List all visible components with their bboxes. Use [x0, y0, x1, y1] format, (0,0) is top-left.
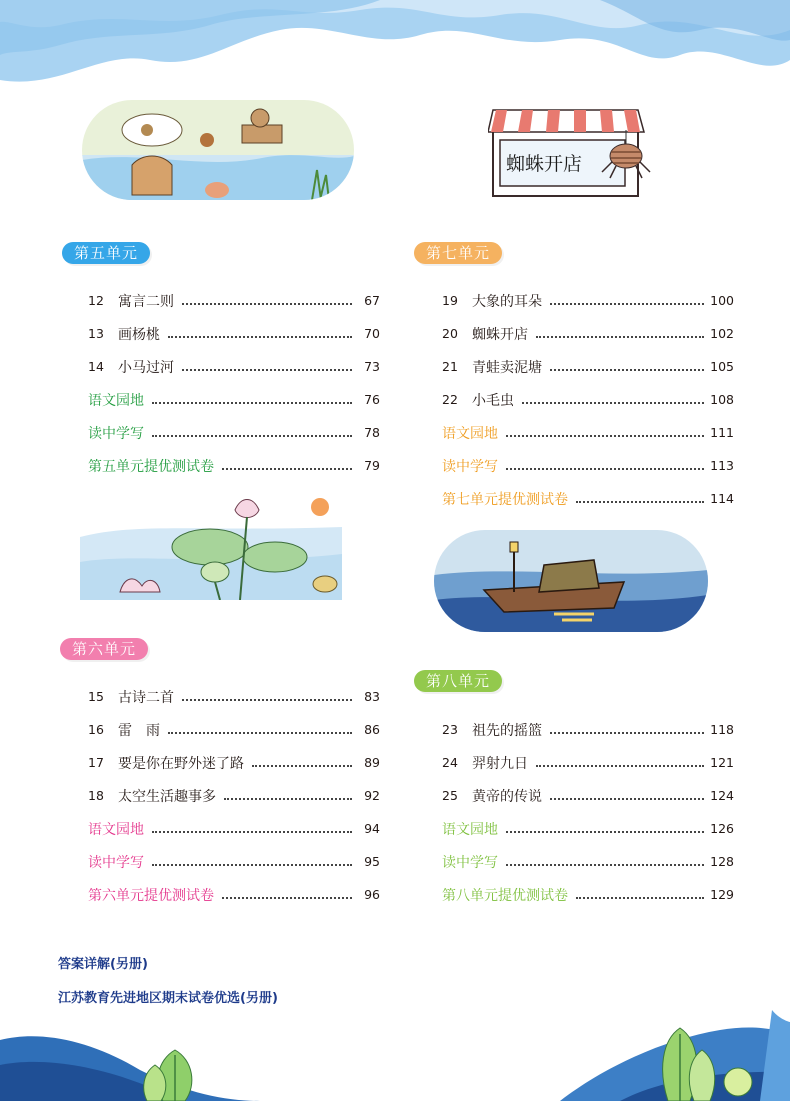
lesson-title: 语文园地 — [442, 821, 498, 838]
toc-entry[interactable] — [88, 812, 380, 845]
page-number: 100 — [710, 293, 734, 308]
lesson-title: 语文园地 — [88, 392, 144, 409]
page-number: 126 — [710, 821, 734, 836]
lesson-number: 17 — [88, 755, 104, 770]
lesson-title: 黄帝的传说 — [472, 788, 542, 805]
page-number: 86 — [364, 722, 380, 737]
toc-entry[interactable] — [88, 350, 380, 383]
lesson-title: 第五单元提优测试卷 — [88, 458, 214, 475]
toc-entry[interactable] — [442, 713, 734, 746]
lesson-title: 语文园地 — [442, 425, 498, 442]
toc-entry[interactable] — [442, 284, 734, 317]
toc-entry[interactable] — [442, 482, 734, 515]
dot-leader — [168, 732, 352, 734]
toc-entry[interactable] — [442, 383, 734, 416]
lesson-title: 读中学写 — [442, 854, 498, 871]
lesson-number: 25 — [442, 788, 458, 803]
dot-leader — [550, 732, 704, 734]
lesson-title: 读中学写 — [88, 425, 144, 442]
dot-leader — [506, 831, 704, 833]
page-number: 94 — [364, 821, 380, 836]
page-number: 124 — [710, 788, 734, 803]
lesson-title: 读中学写 — [88, 854, 144, 871]
lesson-number: 21 — [442, 359, 458, 374]
lesson-title: 羿射九日 — [472, 755, 528, 772]
dot-leader — [182, 303, 352, 305]
spider-shop-illustration — [488, 100, 658, 200]
dot-leader — [522, 402, 704, 404]
lesson-number: 20 — [442, 326, 458, 341]
lesson-number: 18 — [88, 788, 104, 803]
lesson-title: 要是你在野外迷了路 — [118, 755, 244, 772]
lesson-title: 太空生活趣事多 — [118, 788, 216, 805]
dot-leader — [152, 435, 352, 437]
unit7-badge: 第七单元 — [414, 242, 502, 264]
bottom-hills-decoration — [0, 1010, 790, 1101]
toc-entry[interactable] — [88, 317, 380, 350]
lesson-title: 青蛙卖泥塘 — [472, 359, 542, 376]
dot-leader — [536, 765, 704, 767]
lesson-number: 13 — [88, 326, 104, 341]
lesson-title: 小马过河 — [118, 359, 174, 376]
dot-leader — [550, 369, 704, 371]
unit6-toc — [88, 680, 380, 911]
unit8-badge: 第八单元 — [414, 670, 502, 692]
toc-entry[interactable] — [88, 746, 380, 779]
toc-entry[interactable] — [88, 713, 380, 746]
dot-leader — [168, 336, 352, 338]
toc-entry[interactable] — [88, 284, 380, 317]
page-number: 92 — [364, 788, 380, 803]
toc-entry[interactable] — [88, 383, 380, 416]
lesson-title: 古诗二首 — [118, 689, 174, 706]
dot-leader — [222, 468, 352, 470]
page-number: 118 — [710, 722, 734, 737]
toc-entry[interactable] — [88, 416, 380, 449]
shop-sign-text: 蜘蛛开店 — [506, 153, 583, 175]
dot-leader — [152, 864, 352, 866]
dot-leader — [506, 864, 704, 866]
page-number: 96 — [364, 887, 380, 902]
page-number: 89 — [364, 755, 380, 770]
unit8-toc — [442, 713, 734, 911]
toc-entry[interactable] — [442, 845, 734, 878]
dot-leader — [506, 435, 704, 437]
dot-leader — [536, 336, 704, 338]
toc-entry[interactable] — [88, 449, 380, 482]
dot-leader — [152, 402, 352, 404]
toc-entry[interactable] — [442, 449, 734, 482]
lesson-title: 寓言二则 — [118, 293, 174, 310]
page-number: 73 — [364, 359, 380, 374]
dot-leader — [550, 798, 704, 800]
lesson-title: 蜘蛛开店 — [472, 326, 528, 343]
toc-entry[interactable] — [88, 845, 380, 878]
exam-selection-link[interactable]: 江苏教育先进地区期末试卷优选(另册) — [58, 991, 278, 1006]
tree-icon — [724, 1068, 752, 1096]
lesson-number: 16 — [88, 722, 104, 737]
toc-entry[interactable] — [442, 746, 734, 779]
dot-leader — [506, 468, 704, 470]
page-number: 78 — [364, 425, 380, 440]
lesson-title: 祖先的摇篮 — [472, 722, 542, 739]
lesson-title: 第八单元提优测试卷 — [442, 887, 568, 904]
page-number: 113 — [710, 458, 734, 473]
page-number: 128 — [710, 854, 734, 869]
toc-entry[interactable] — [88, 680, 380, 713]
dot-leader — [576, 897, 704, 899]
page-number: 79 — [364, 458, 380, 473]
page-number: 108 — [710, 392, 734, 407]
lesson-title: 小毛虫 — [472, 392, 514, 409]
page-number: 76 — [364, 392, 380, 407]
lesson-number: 14 — [88, 359, 104, 374]
toc-entry[interactable] — [88, 779, 380, 812]
lesson-title: 读中学写 — [442, 458, 498, 475]
lotus-pond-illustration — [80, 492, 342, 600]
page-number: 70 — [364, 326, 380, 341]
page-number: 95 — [364, 854, 380, 869]
lesson-title: 雷 雨 — [118, 722, 160, 739]
page-number: 114 — [710, 491, 734, 506]
lesson-title: 第七单元提优测试卷 — [442, 491, 568, 508]
lesson-number: 22 — [442, 392, 458, 407]
toc-entry[interactable] — [442, 350, 734, 383]
unit5-badge: 第五单元 — [62, 242, 150, 264]
farm-illustration — [82, 100, 354, 200]
toc-entry[interactable] — [442, 779, 734, 812]
unit7-toc — [442, 284, 734, 515]
dot-leader — [252, 765, 352, 767]
dot-leader — [182, 699, 352, 701]
page-number: 102 — [710, 326, 734, 341]
answers-link[interactable]: 答案详解(另册) — [58, 957, 148, 972]
lesson-title: 第六单元提优测试卷 — [88, 887, 214, 904]
toc-entry[interactable] — [442, 317, 734, 350]
lesson-number: 12 — [88, 293, 104, 308]
top-wave-decoration — [0, 0, 790, 110]
lesson-title: 画杨桃 — [118, 326, 160, 343]
toc-entry[interactable] — [442, 416, 734, 449]
lesson-number: 23 — [442, 722, 458, 737]
dot-leader — [576, 501, 704, 503]
page-number: 105 — [710, 359, 734, 374]
page-number: 121 — [710, 755, 734, 770]
dot-leader — [152, 831, 352, 833]
page-number: 83 — [364, 689, 380, 704]
dot-leader — [182, 369, 352, 371]
page-number: 67 — [364, 293, 380, 308]
page-number: 111 — [710, 425, 734, 440]
lesson-number: 24 — [442, 755, 458, 770]
unit5-toc — [88, 284, 380, 482]
lesson-title: 大象的耳朵 — [472, 293, 542, 310]
lesson-number: 15 — [88, 689, 104, 704]
page-number: 129 — [710, 887, 734, 902]
dot-leader — [550, 303, 704, 305]
unit6-badge: 第六单元 — [60, 638, 148, 660]
toc-entry[interactable] — [442, 878, 734, 911]
lesson-number: 19 — [442, 293, 458, 308]
toc-entry[interactable] — [442, 812, 734, 845]
toc-entry[interactable] — [88, 878, 380, 911]
lesson-title: 语文园地 — [88, 821, 144, 838]
dot-leader — [222, 897, 352, 899]
dot-leader — [224, 798, 352, 800]
boat-illustration — [434, 530, 708, 632]
